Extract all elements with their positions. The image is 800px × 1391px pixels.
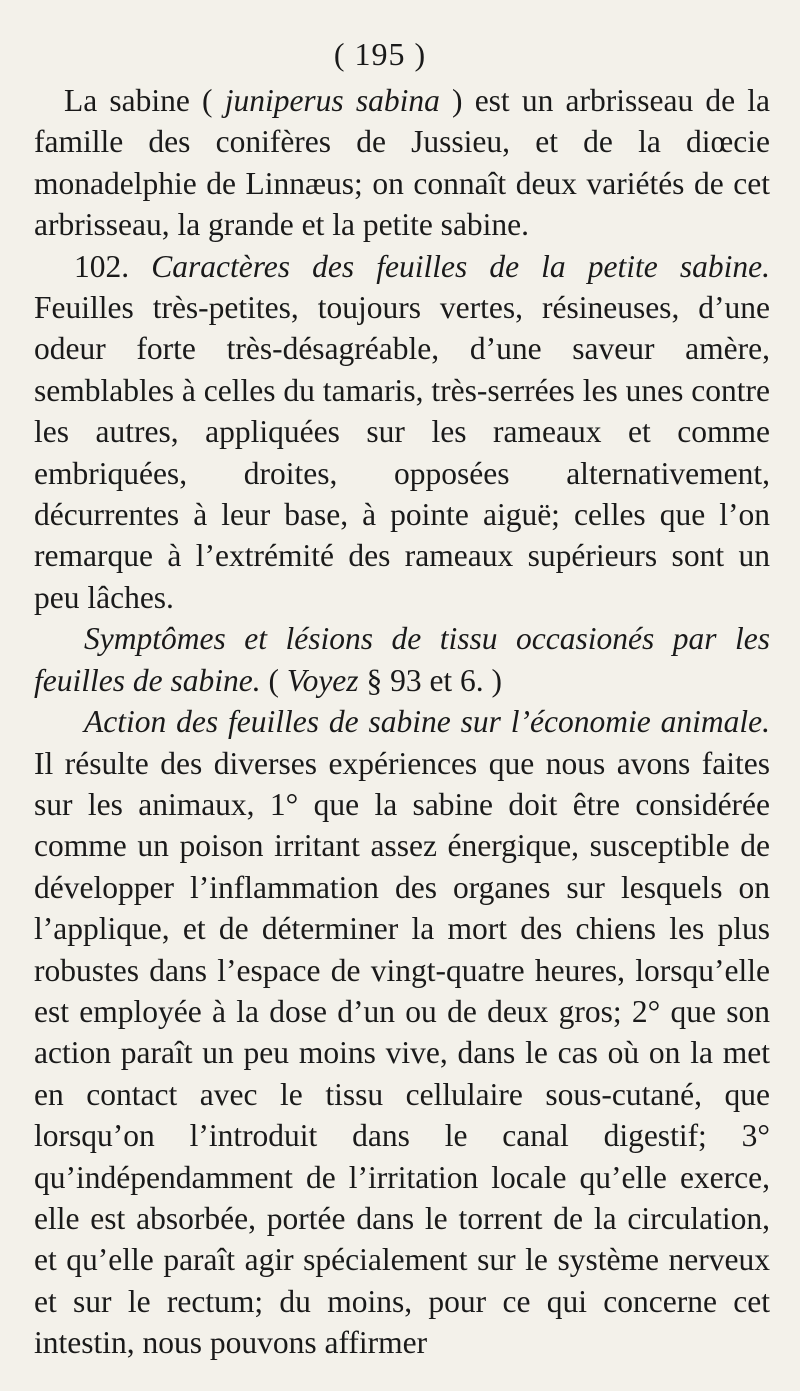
paragraph-action xyxy=(34,701,770,1364)
latin-name: juniperus sabina xyxy=(224,83,440,118)
text-segment: ( xyxy=(260,662,287,698)
page-number: ( 195 ) xyxy=(333,36,427,72)
paragraph-symptoms xyxy=(34,618,770,701)
paragraph-102 xyxy=(34,246,770,619)
page-text xyxy=(34,80,770,1364)
text-segment: § 93 et 6. ) xyxy=(358,662,503,698)
section-heading: Symptômes et lésions de tissu occasionés par les feuilles de sabine. xyxy=(34,621,770,698)
section-heading: Action des feuilles de sabine sur l’économie animale. xyxy=(84,704,770,740)
text-segment: Feuilles très-petites, toujours vertes, résineuses, d’une odeur forte très-désagréable, d’une saveur amère, semblables à celles du tamaris, très-serrées les unes contre les autres, appliquées sur les rameaux et comme embriquées, droites, opposées alternativement, décurrentes à leur base, à pointe aiguë; celles que l’on remarque à l’extrémité des rameaux supérieurs sont un peu lâches. xyxy=(34,290,770,615)
section-heading: Caractères des feuilles de la petite sabine. xyxy=(151,248,770,284)
cross-reference: Voyez xyxy=(286,662,359,698)
text-segment: ) est un arbrisseau de la famille des conifères de Jussieu, et de la diœcie monadelphie de Linnæus; on connaît deux variétés de cet arbrisseau, la grande et la petite sabine. xyxy=(34,83,771,243)
text-segment: La sabine ( xyxy=(64,83,225,118)
section-number: 102. xyxy=(74,248,152,284)
paragraph-sabine-intro xyxy=(34,80,770,246)
text-segment: Il résulte des diverses expériences que nous avons faites sur les animaux, 1° que la sabine doit être considérée comme un poison irritant assez énergique, susceptible de développer l’inflammation des organes sur lesquels on l’applique, et de déterminer la mort des chiens les plus robustes dans l’espace de vingt-quatre heures, lorsqu’elle est employée à la dose d’un ou de deux gros; 2° que son action paraît un peu moins vive, dans le cas où on la met en contact avec le tissu cellulaire sous-cutané, que lorsqu’on l’introduit dans le canal digestif; 3° qu’indépendamment de l’irritation locale qu’elle exerce, elle est absorbée, portée dans le torrent de la circulation, et qu’elle paraît agir spécialement sur le système nerveux et sur le rectum; du moins, pour ce qui concerne cet intestin, nous pouvons affirmer xyxy=(34,745,770,1361)
